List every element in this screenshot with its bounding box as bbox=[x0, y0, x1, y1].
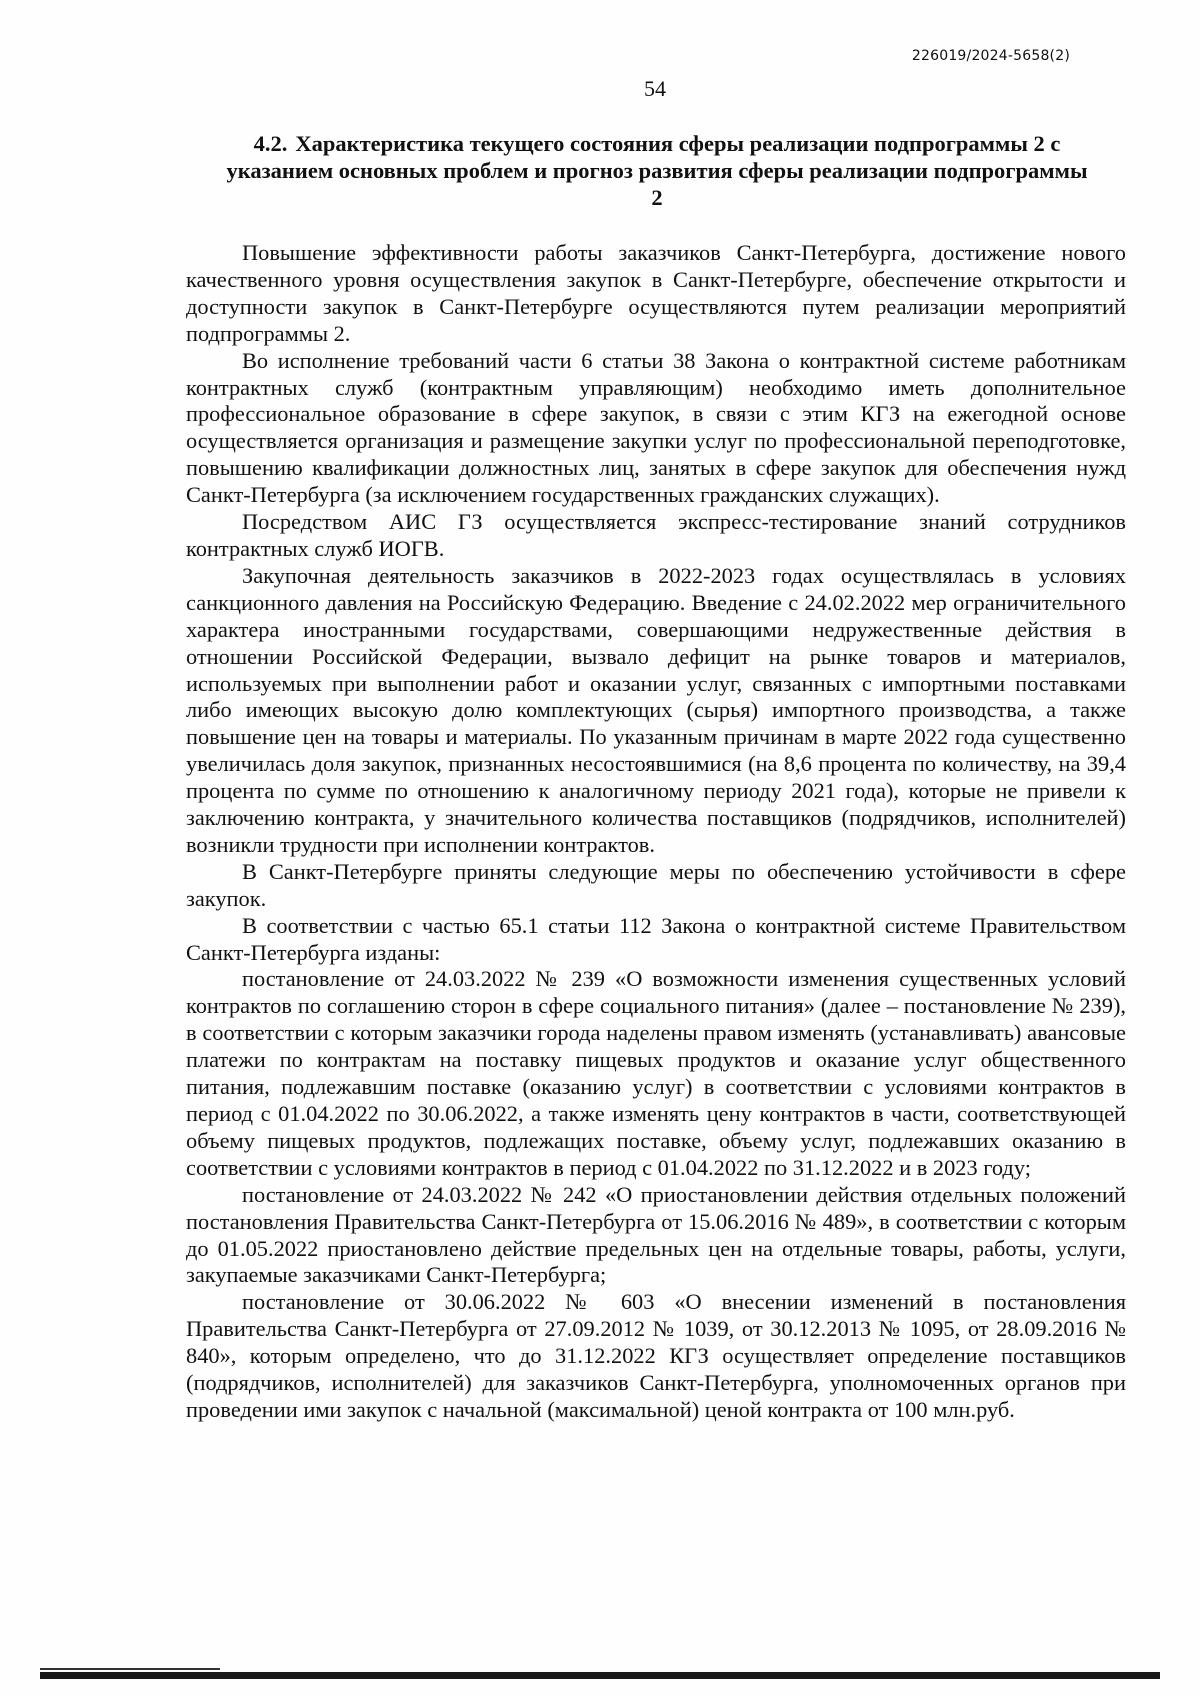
document-id: 226019/2024-5658(2) bbox=[911, 48, 1070, 64]
section-title: Характеристика текущего состояния сферы реализации подпрограммы 2 с указанием основных проблем и прогноз развития сферы реализации подпрограммы 2 bbox=[226, 131, 1088, 210]
paragraph: В соответствии с частью 65.1 статьи 112 Закона о контрактной системе Правительством Санкт-Петербурга изданы: bbox=[186, 912, 1126, 965]
paragraph: постановление от 30.06.2022 № 603 «О внесении изменений в постановления Правительства Санкт-Петербурга от 27.09.2012 № 1039, от 30.12.2013 № 1095, от 28.09.2016 № 840», которым определено, что до 31.12.2022 КГЗ осуществляет определение поставщиков (подрядчиков, исполнителей) для заказчиков Санкт-Петербурга, уполномоченных органов при проведении ими закупок с начальной (максимальной) ценой контракта от 100 млн.руб. bbox=[186, 1289, 1126, 1422]
page-number: 54 bbox=[644, 76, 666, 101]
section-heading bbox=[222, 130, 1092, 211]
paragraph: Закупочная деятельность заказчиков в 2022-2023 годах осуществлялась в условиях санкционного давления на Российскую Федерацию. Введение с 24.02.2022 мер ограничительного характера иностранными государствами, совершающими недружественные действия в отношении Российской Федерации, вызвало дефицит на рынке товаров и материалов, используемых при выполнении работ и оказании услуг, связанных с импортными поставками либо имеющих высокую долю комплектующих (сырья) импортного производства, а также повышение цен на товары и материалы. По указанным причинам в марте 2022 года существенно увеличилась доля закупок, признанных несостоявшимися (на 8,6 процента по количеству, на 39,4 процента по сумме по отношению к аналогичному периоду 2021 года), которые не привели к заключению контракта, у значительного количества поставщиков (подрядчиков, исполнителей) возникли трудности при исполнении контрактов. bbox=[186, 562, 1126, 857]
paragraph: постановление от 24.03.2022 № 242 «О приостановлении действия отдельных положений постановления Правительства Санкт-Петербурга от 15.06.2016 № 489», в соответствии с которым до 01.05.2022 приостановлено действие предельных цен на отдельные товары, работы, услуги, закупаемые заказчиками Санкт-Петербурга; bbox=[186, 1181, 1126, 1288]
paragraph: постановление от 24.03.2022 № 239 «О возможности изменения существенных условий контрактов по соглашению сторон в сфере социального питания» (далее – постановление № 239), в соответствии с которым заказчики города наделены правом изменять (устанавливать) авансовые платежи по контрактам на поставку пищевых продуктов и оказание услуг общественного питания, подлежавшим поставке (оказанию услуг) в соответствии с условиями контрактов в период с 01.04.2022 по 30.06.2022, а также изменять цену контрактов в части, соответствующей объему пищевых продуктов, подлежащих поставке, объему услуг, подлежавших оказанию в соответствии с условиями контрактов в период с 01.04.2022 по 31.12.2022 и в 2023 году; bbox=[186, 966, 1126, 1180]
paragraph: Посредством АИС ГЗ осуществляется экспресс-тестирование знаний сотрудников контрактных служб ИОГВ. bbox=[186, 509, 1126, 561]
scan-edge-bar bbox=[40, 1672, 1160, 1679]
paragraph: Повышение эффективности работы заказчиков Санкт-Петербурга, достижение нового качественного уровня осуществления закупок в Санкт-Петербурге, обеспечение открытости и доступности закупок в Санкт-Петербурге осуществляются путем реализации мероприятий подпрограммы 2. bbox=[186, 240, 1126, 346]
document-body bbox=[186, 240, 1126, 1424]
paragraph: Во исполнение требований части 6 статьи 38 Закона о контрактной системе работникам контрактных служб (контрактным управляющим) необходимо иметь дополнительное профессиональное образование в сфере закупок, в связи с этим КГЗ на ежегодной основе осуществляется организация и размещение закупки услуг по профессиональной переподготовке, повышению квалификации должностных лиц, занятых в сфере закупок для обеспечения нужд Санкт-Петербурга (за исключением государственных гражданских служащих). bbox=[186, 347, 1126, 508]
section-number: 4.2. bbox=[253, 131, 288, 156]
paragraph: В Санкт-Петербурге приняты следующие меры по обеспечению устойчивости в сфере закупок. bbox=[186, 858, 1126, 911]
